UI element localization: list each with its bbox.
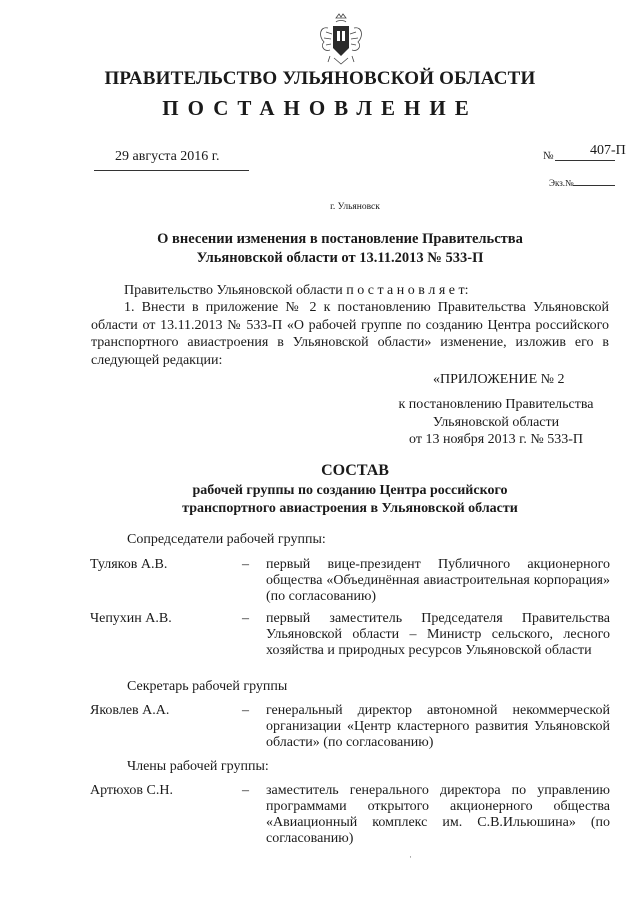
appendix-line: к постановлению Правительства <box>398 397 594 412</box>
appendix-label: «ПРИЛОЖЕНИЕ № 2 <box>433 372 565 387</box>
item-1-paragraph: 1. Внести в приложение № 2 к постановлению Правительства Ульяновской области от 13.11.2013 № 533-П «О рабочей группе по созданию Центра российского транспортного авиастроения в Ульяновской области» изменение, изложив его в следующей редакции: <box>91 300 609 368</box>
member-position: первый вице-президент Публичного акционерного общества «Объединённая авиастроительная корпорация» (по согласованию) <box>266 557 610 604</box>
group-label-co-chairs: Сопредседатели рабочей группы: <box>127 532 326 547</box>
coat-of-arms-icon <box>318 12 364 68</box>
member-name: Чепухин А.В. <box>90 611 172 626</box>
number-underline <box>555 160 615 161</box>
member-dash: – <box>242 783 249 798</box>
decree-date: 29 августа 2016 г. <box>115 149 220 164</box>
copy-number-underline <box>573 185 615 186</box>
appendix-line: от 13 ноября 2013 г. № 533-П <box>409 432 583 447</box>
city: г. Ульяновск <box>330 202 380 212</box>
subject-line: О внесении изменения в постановление Правительства <box>157 231 523 247</box>
group-label-members: Члены рабочей группы: <box>127 759 269 774</box>
number-symbol: № <box>543 150 554 162</box>
subtitle-line: рабочей группы по созданию Центра российского <box>192 483 508 498</box>
member-position: заместитель генерального директора по управлению программами открытого акционерного общества «Авиационный комплекс им. С.В.Ильюшина» (по согласованию) <box>266 783 610 846</box>
member-position: первый заместитель Председателя Правительства Ульяновской области – Министр сельского, лесного хозяйства и природных ресурсов Ульяновской области <box>266 611 610 658</box>
preamble: Правительство Ульяновской области п о с т а н о в л я е т: <box>124 283 469 298</box>
decree-number: 407-П <box>590 143 626 158</box>
page-mark: · <box>409 852 412 862</box>
decree-title: ПОСТАНОВЛЕНИЕ <box>162 96 478 120</box>
member-dash: – <box>242 703 249 718</box>
subtitle-line: транспортного авиастроения в Ульяновской области <box>182 501 518 516</box>
member-dash: – <box>242 557 249 572</box>
group-label-secretary: Секретарь рабочей группы <box>127 679 288 694</box>
member-dash: – <box>242 611 249 626</box>
copy-number-label: Экз.№ <box>549 178 574 188</box>
composition-subtitle <box>150 482 550 518</box>
government-title: ПРАВИТЕЛЬСТВО УЛЬЯНОВСКОЙ ОБЛАСТИ <box>104 68 536 89</box>
decree-subject <box>120 230 560 268</box>
subject-line: Ульяновской области от 13.11.2013 № 533-П <box>196 250 484 266</box>
appendix-line: Ульяновской области <box>432 414 560 430</box>
member-position: генеральный директор автономной некоммерческой организации «Центр кластерного развития Ульяновской области» (по согласованию) <box>266 703 610 750</box>
member-name: Артюхов С.Н. <box>90 783 173 798</box>
member-name: Яковлев А.А. <box>90 703 170 718</box>
member-name: Туляков А.В. <box>90 557 168 572</box>
date-underline <box>94 170 249 171</box>
appendix-reference <box>385 396 607 449</box>
composition-title: СОСТАВ <box>321 462 389 479</box>
